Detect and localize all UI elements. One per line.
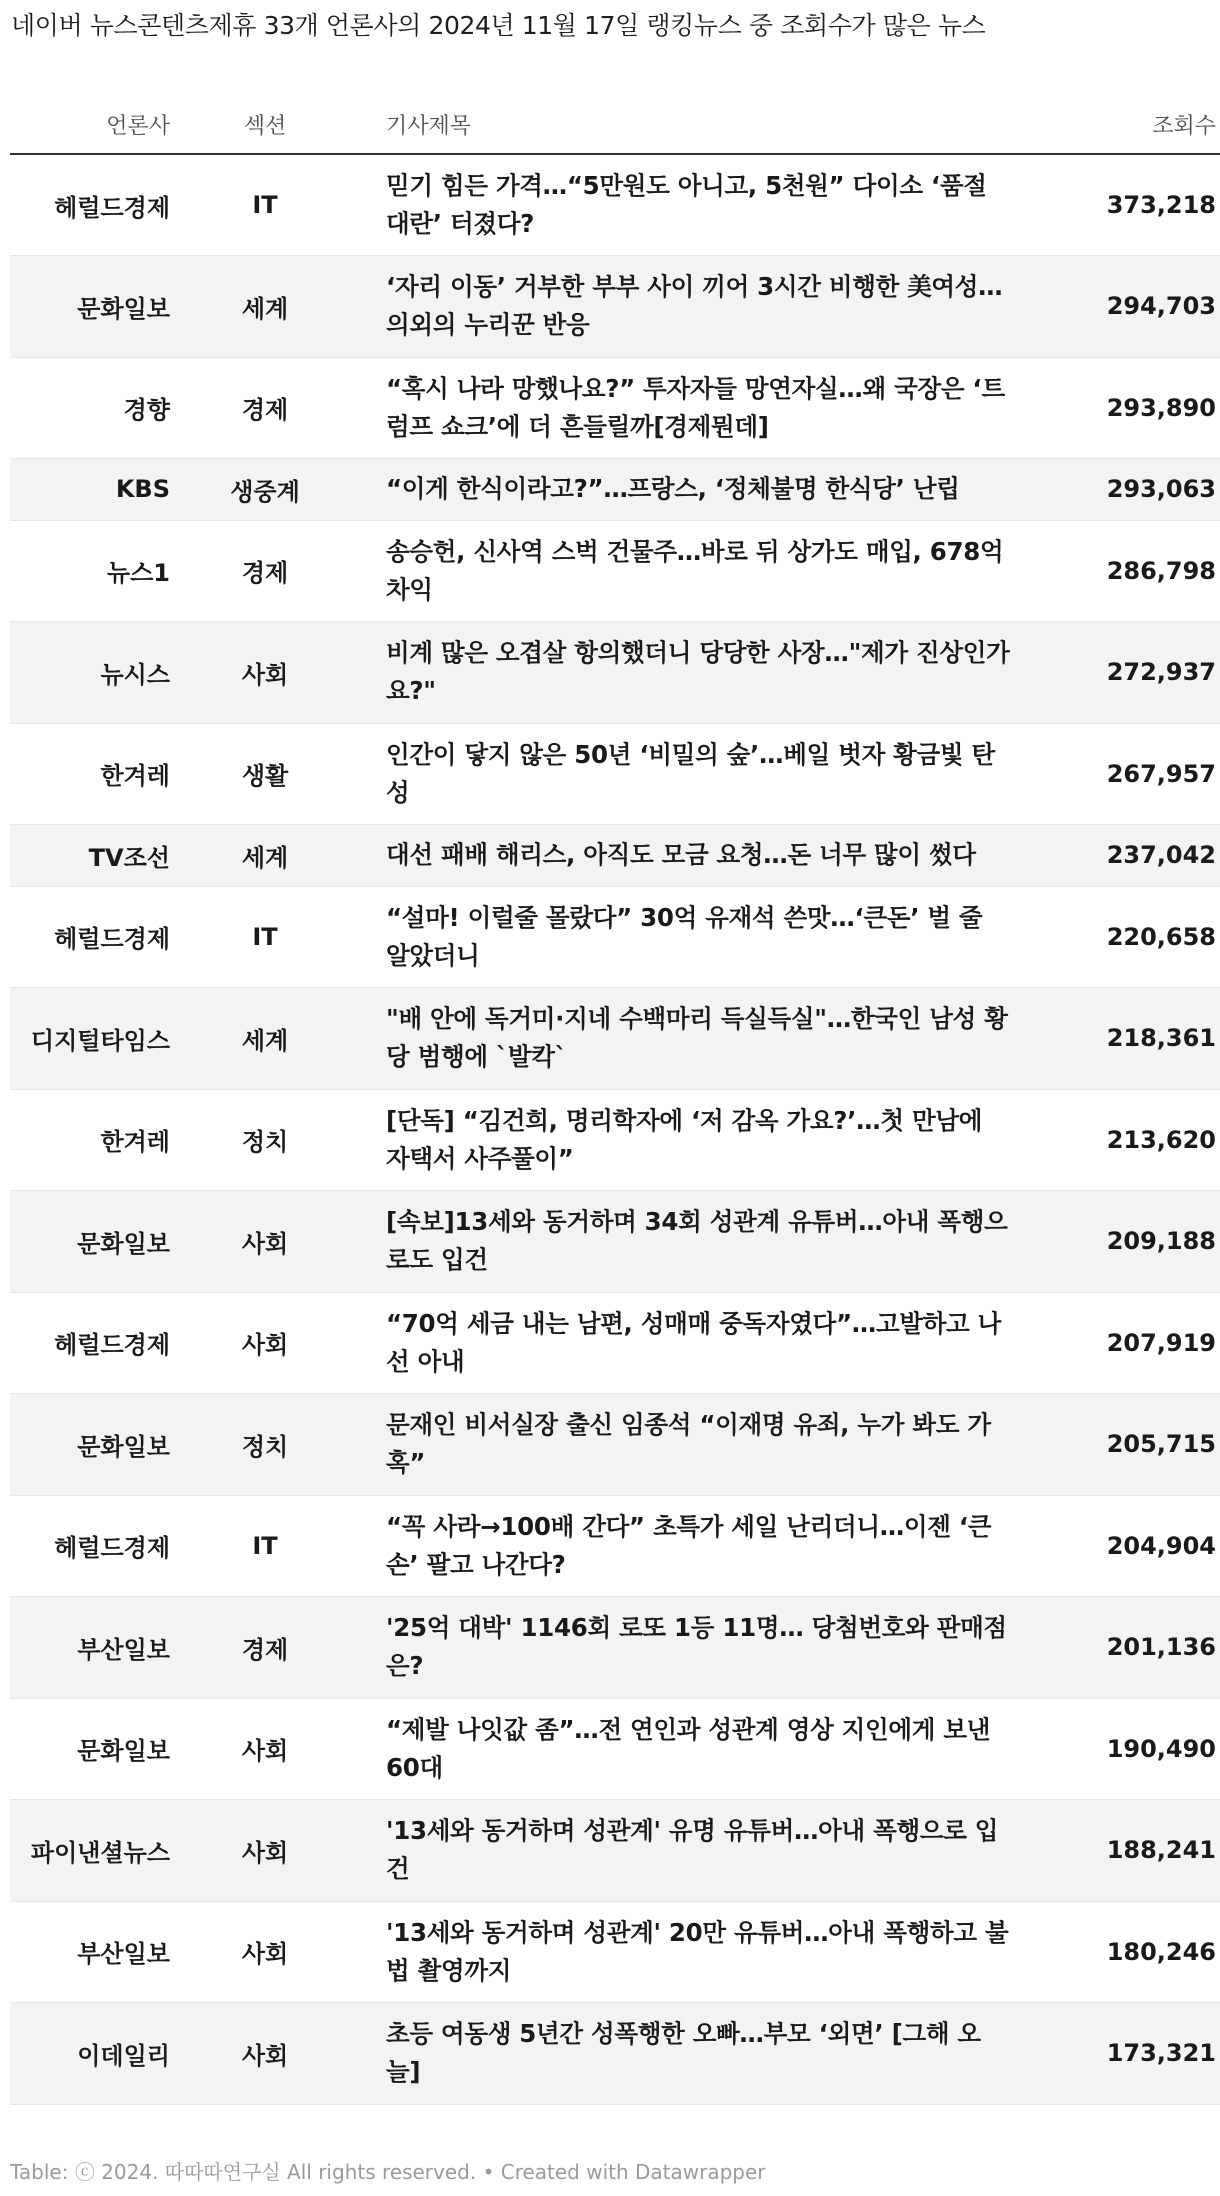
outlet-cell: KBS [10, 459, 176, 521]
header-row [10, 95, 1220, 154]
outlet-cell: 헤럴드경제 [10, 1292, 176, 1394]
ranking-table [10, 95, 1220, 2105]
views-cell: 188,241 [1040, 1800, 1220, 1902]
headline-cell: "배 안에 독거미·지네 수백마리 득실득실"…한국인 남성 황당 범행에 `발칵` [354, 988, 1040, 1090]
outlet-cell: 뉴스1 [10, 520, 176, 622]
column-header-section[interactable]: 섹션 [176, 95, 354, 154]
views-cell: 218,361 [1040, 988, 1220, 1090]
views-cell: 294,703 [1040, 256, 1220, 358]
headline-cell: [속보]13세와 동거하며 34회 성관계 유튜버…아내 폭행으로도 입건 [354, 1191, 1040, 1293]
table-row [10, 988, 1220, 1090]
table-row [10, 723, 1220, 825]
column-header-headline[interactable]: 기사제목 [354, 95, 1040, 154]
section-cell: 경제 [176, 357, 354, 459]
section-cell: 세계 [176, 256, 354, 358]
headline-cell: '13세와 동거하며 성관계' 20만 유튜버…아내 폭행하고 불법 촬영까지 [354, 1901, 1040, 2003]
views-cell: 201,136 [1040, 1597, 1220, 1699]
headline-cell: “설마! 이럴줄 몰랐다” 30억 유재석 쓴맛…‘큰돈’ 벌 줄 알았더니 [354, 886, 1040, 988]
views-cell: 272,937 [1040, 622, 1220, 724]
headline-cell: 문재인 비서실장 출신 임종석 “이재명 유죄, 누가 봐도 가혹” [354, 1394, 1040, 1496]
headline-cell: “제발 나잇값 좀”…전 연인과 성관계 영상 지인에게 보낸 60대 [354, 1698, 1040, 1800]
outlet-cell: 한겨레 [10, 723, 176, 825]
column-header-outlet[interactable]: 언론사 [10, 95, 176, 154]
headline-cell: '13세와 동거하며 성관계' 유명 유튜버…아내 폭행으로 입건 [354, 1800, 1040, 1902]
table-header [10, 95, 1220, 154]
headline-cell: 송승헌, 신사역 스벅 건물주…바로 뒤 상가도 매입, 678억 차익 [354, 520, 1040, 622]
outlet-cell: 파이낸셜뉴스 [10, 1800, 176, 1902]
outlet-cell: 경향 [10, 357, 176, 459]
section-cell: 사회 [176, 1292, 354, 1394]
table-row [10, 825, 1220, 887]
outlet-cell: 헤럴드경제 [10, 1495, 176, 1597]
headline-cell: ‘자리 이동’ 거부한 부부 사이 끼어 3시간 비행한 美여성…의외의 누리꾼 반응 [354, 256, 1040, 358]
outlet-cell: 헤럴드경제 [10, 154, 176, 256]
section-cell: 경제 [176, 1597, 354, 1699]
section-cell: 정치 [176, 1394, 354, 1496]
views-cell: 173,321 [1040, 2003, 1220, 2105]
views-cell: 293,063 [1040, 459, 1220, 521]
outlet-cell: 부산일보 [10, 1597, 176, 1699]
outlet-cell: 한겨레 [10, 1089, 176, 1191]
section-cell: 사회 [176, 1191, 354, 1293]
outlet-cell: 디지털타임스 [10, 988, 176, 1090]
table-row [10, 1698, 1220, 1800]
views-cell: 286,798 [1040, 520, 1220, 622]
section-cell: 사회 [176, 2003, 354, 2105]
headline-cell: 인간이 닿지 않은 50년 ‘비밀의 숲’…베일 벗자 황금빛 탄성 [354, 723, 1040, 825]
views-cell: 205,715 [1040, 1394, 1220, 1496]
section-cell: 사회 [176, 1698, 354, 1800]
headline-cell: 비계 많은 오겹살 항의했더니 당당한 사장…"제가 진상인가요?" [354, 622, 1040, 724]
table-row [10, 1394, 1220, 1496]
section-cell: 경제 [176, 520, 354, 622]
section-cell: 사회 [176, 1800, 354, 1902]
table-row [10, 357, 1220, 459]
headline-cell: '25억 대박' 1146회 로또 1등 11명… 당첨번호와 판매점은? [354, 1597, 1040, 1699]
section-cell: IT [176, 154, 354, 256]
table-row [10, 1800, 1220, 1902]
table-body [10, 154, 1220, 2104]
views-cell: 180,246 [1040, 1901, 1220, 2003]
table-row [10, 154, 1220, 256]
outlet-cell: 부산일보 [10, 1901, 176, 2003]
section-cell: 생중계 [176, 459, 354, 521]
views-cell: 373,218 [1040, 154, 1220, 256]
section-cell: 생활 [176, 723, 354, 825]
views-cell: 213,620 [1040, 1089, 1220, 1191]
section-cell: 정치 [176, 1089, 354, 1191]
views-cell: 267,957 [1040, 723, 1220, 825]
views-cell: 293,890 [1040, 357, 1220, 459]
views-cell: 204,904 [1040, 1495, 1220, 1597]
table-row [10, 1292, 1220, 1394]
table-row [10, 1597, 1220, 1699]
views-cell: 220,658 [1040, 886, 1220, 988]
headline-cell: “꼭 사라→100배 간다” 초특가 세일 난리더니…이젠 ‘큰손’ 팔고 나간다? [354, 1495, 1040, 1597]
table-row [10, 2003, 1220, 2105]
table-row [10, 1901, 1220, 2003]
table-row [10, 256, 1220, 358]
headline-cell: “이게 한식이라고?”…프랑스, ‘정체불명 한식당’ 난립 [354, 459, 1040, 521]
section-cell: 세계 [176, 988, 354, 1090]
table-row [10, 886, 1220, 988]
table-row [10, 459, 1220, 521]
outlet-cell: 뉴시스 [10, 622, 176, 724]
table-row [10, 622, 1220, 724]
section-cell: 세계 [176, 825, 354, 887]
outlet-cell: 문화일보 [10, 1698, 176, 1800]
outlet-cell: 문화일보 [10, 1191, 176, 1293]
outlet-cell: 헤럴드경제 [10, 886, 176, 988]
views-cell: 237,042 [1040, 825, 1220, 887]
views-cell: 190,490 [1040, 1698, 1220, 1800]
outlet-cell: 문화일보 [10, 1394, 176, 1496]
headline-cell: 초등 여동생 5년간 성폭행한 오빠…부모 ‘외면’ [그해 오늘] [354, 2003, 1040, 2105]
page-title: 네이버 뉴스콘텐츠제휴 33개 언론사의 2024년 11월 17일 랭킹뉴스 중 조회수가 많은 뉴스 [11, 11, 986, 40]
section-cell: IT [176, 886, 354, 988]
headline-cell: 대선 패배 해리스, 아직도 모금 요청…돈 너무 많이 썼다 [354, 825, 1040, 887]
section-cell: 사회 [176, 622, 354, 724]
outlet-cell: TV조선 [10, 825, 176, 887]
headline-cell: [단독] “김건희, 명리학자에 ‘저 감옥 가요?’…첫 만남에 자택서 사주풀이” [354, 1089, 1040, 1191]
outlet-cell: 이데일리 [10, 2003, 176, 2105]
table-row [10, 1495, 1220, 1597]
headline-cell: 믿기 힘든 가격…“5만원도 아니고, 5천원” 다이소 ‘품절대란’ 터졌다? [354, 154, 1040, 256]
headline-cell: “혹시 나라 망했나요?” 투자자들 망연자실…왜 국장은 ‘트럼프 쇼크’에 더 흔들릴까[경제뭔데] [354, 357, 1040, 459]
outlet-cell: 문화일보 [10, 256, 176, 358]
views-cell: 209,188 [1040, 1191, 1220, 1293]
column-header-views[interactable]: 조회수 [1040, 95, 1220, 154]
section-cell: 사회 [176, 1901, 354, 2003]
section-cell: IT [176, 1495, 354, 1597]
table-row [10, 1089, 1220, 1191]
views-cell: 207,919 [1040, 1292, 1220, 1394]
table-row [10, 1191, 1220, 1293]
source-footer: Table: ⓒ 2024. 따따따연구실 All rights reserved. • Created with Datawrapper [10, 2160, 766, 2184]
headline-cell: “70억 세금 내는 남편, 성매매 중독자였다”…고발하고 나선 아내 [354, 1292, 1040, 1394]
table-row [10, 520, 1220, 622]
